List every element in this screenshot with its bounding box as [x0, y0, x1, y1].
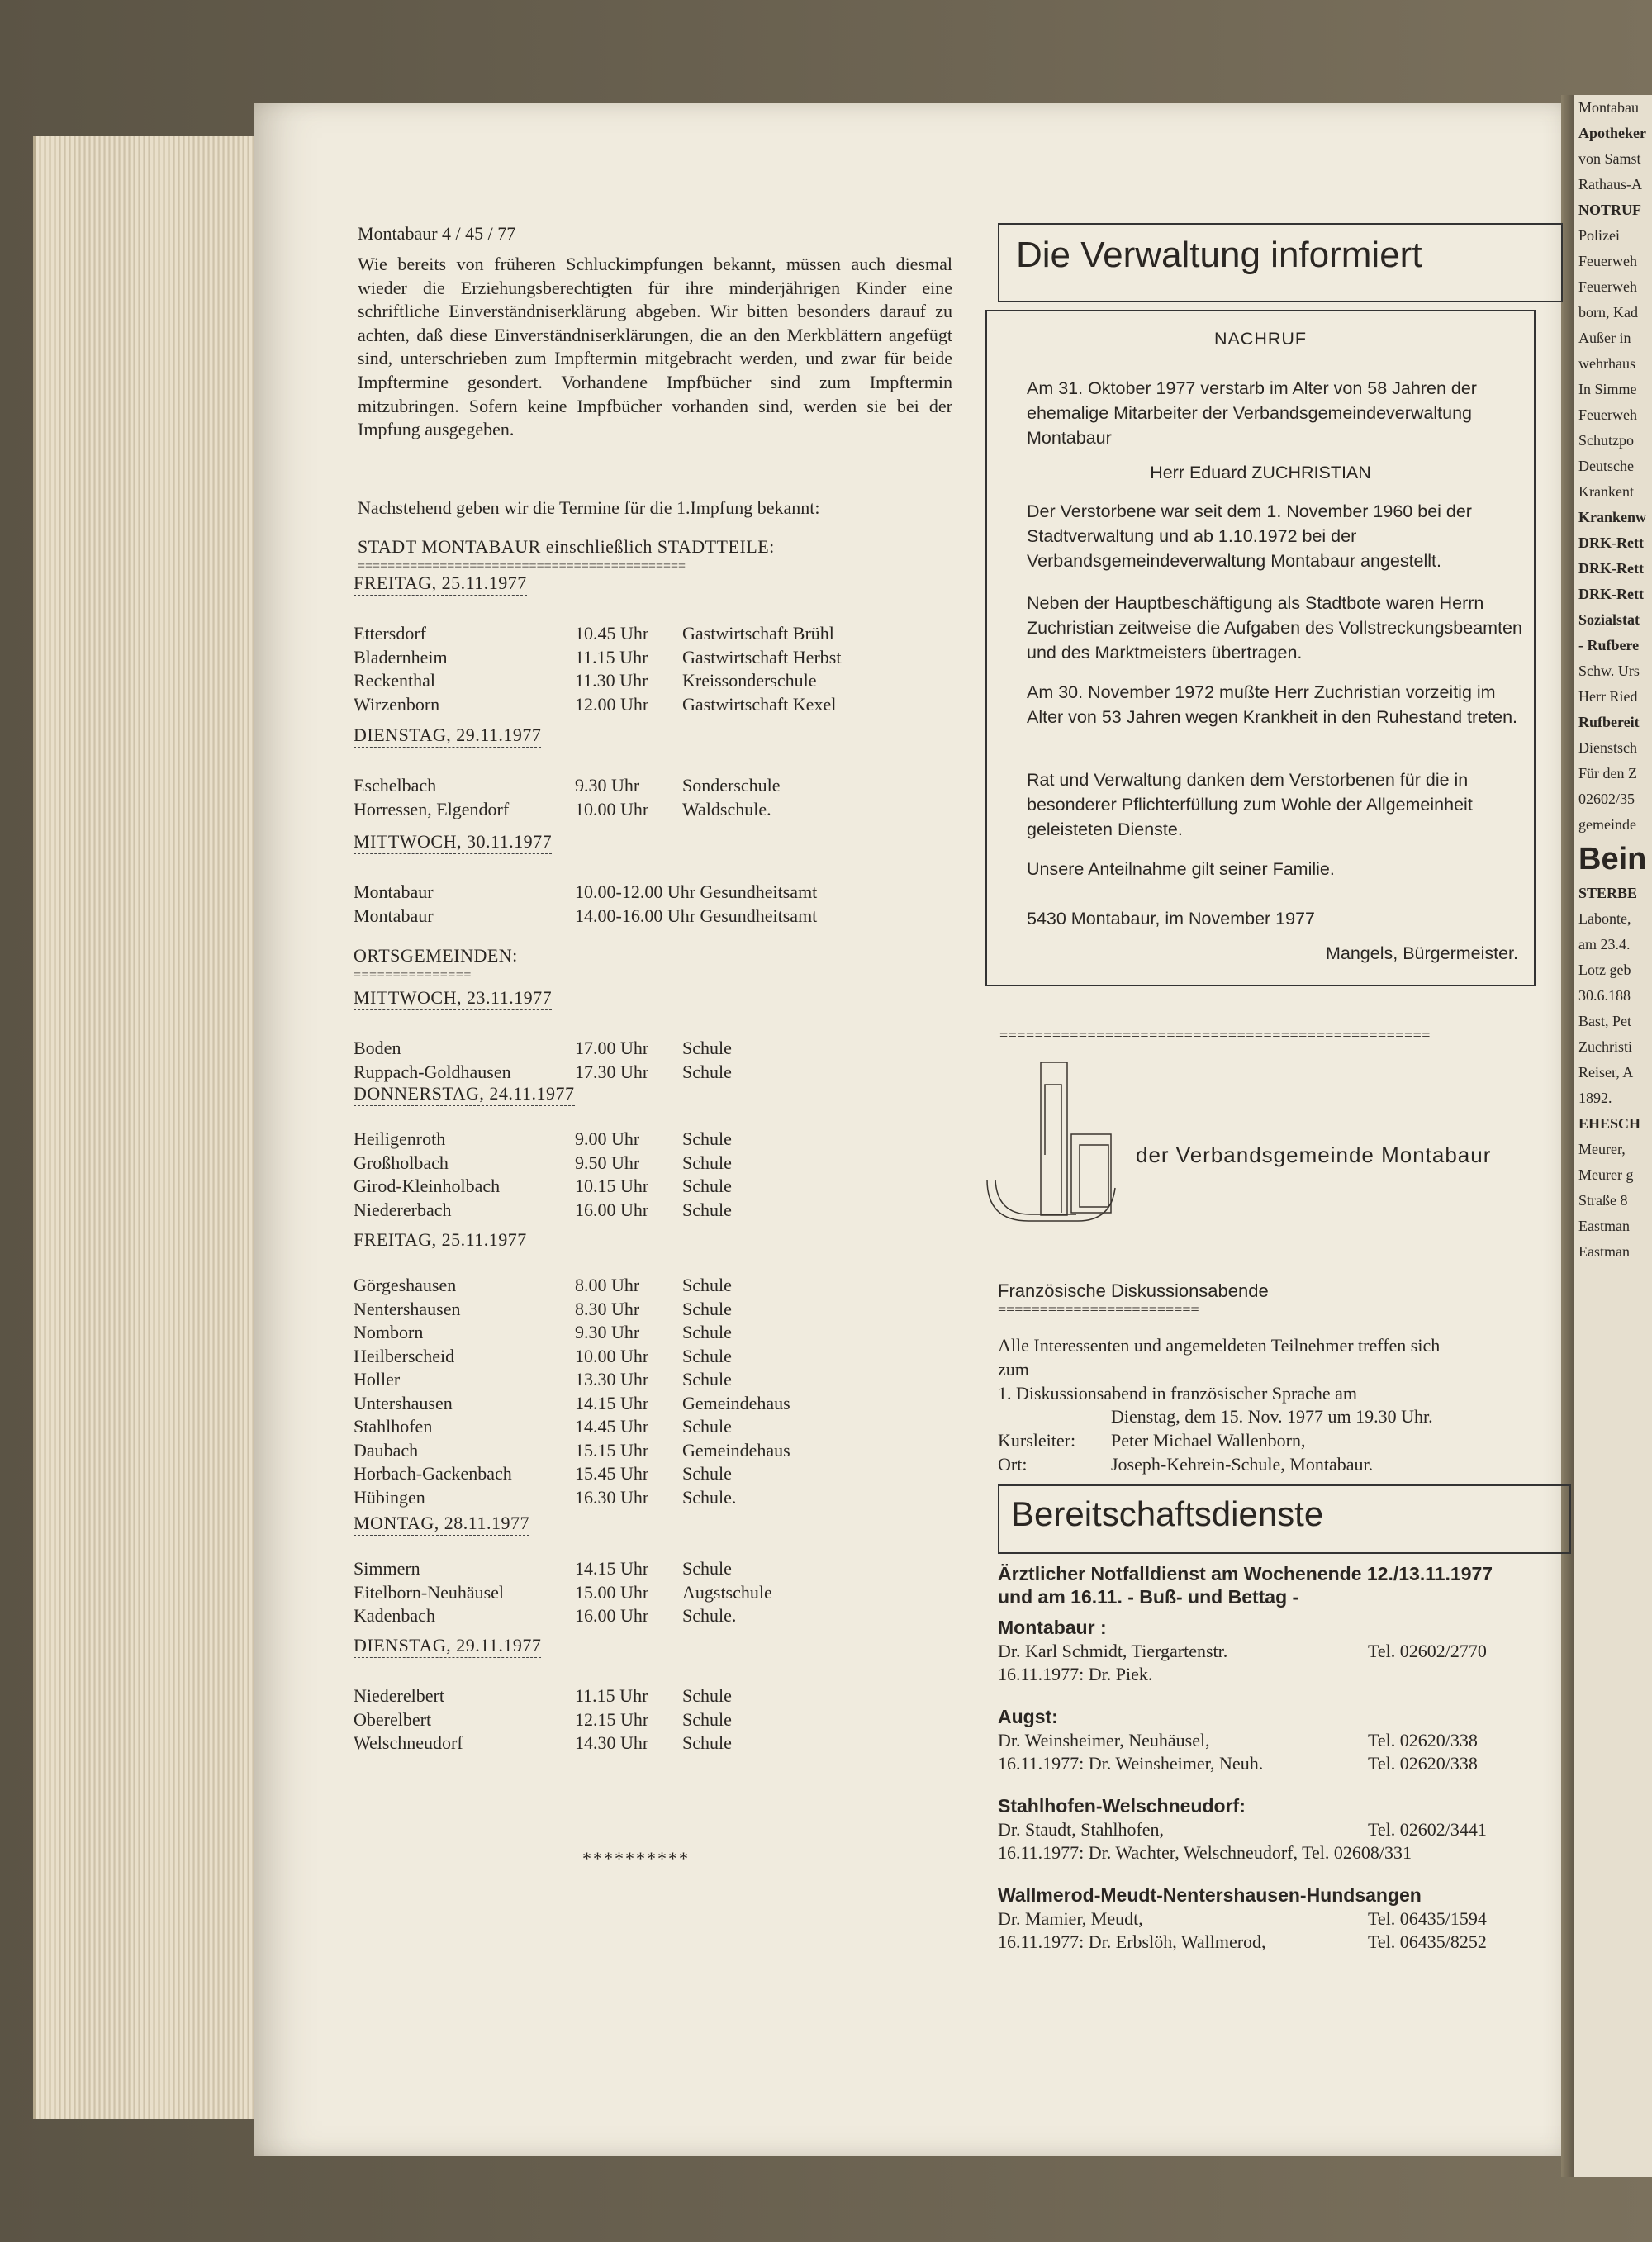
- schedule-group: [354, 724, 781, 821]
- nachruf-p5: Rat und Verwaltung danken dem Verstorbenen für die in besonderer Pflichterfüllung zum Wohle der Allgemeinheit geleisteten Dienste.: [1027, 770, 1473, 839]
- disk-line1: Alle Interessenten und angemeldeten Teilnehmer treffen sich: [998, 1335, 1441, 1356]
- schedule-venue: Schule: [682, 1558, 732, 1579]
- book-page-edges: [33, 136, 263, 2119]
- schedule-place: Girod-Kleinholbach: [354, 1176, 501, 1196]
- phone: Tel. 06435/1594: [1368, 1908, 1487, 1929]
- schedule-venue: Schule: [682, 1732, 732, 1753]
- fragment-line: DRK-Rett: [1578, 560, 1644, 577]
- notdienst-section: [998, 1793, 1568, 1864]
- schedule-row: [354, 1175, 732, 1199]
- schedule-time: 11.30 Uhr: [575, 670, 648, 691]
- schedule-day: DIENSTAG, 29.11.1977: [354, 1634, 541, 1658]
- schedule-day: DONNERSTAG, 24.11.1977: [354, 1082, 575, 1106]
- fragment-line: Schutzpo: [1578, 432, 1634, 449]
- schedule-time: 12.00 Uhr: [575, 693, 649, 715]
- fragment-line: Meurer g: [1578, 1166, 1634, 1183]
- schedule-row: [354, 1061, 732, 1085]
- schedule-day: FREITAG, 25.11.1977: [354, 1228, 527, 1252]
- disk-leader: Peter Michael Wallenborn,: [1111, 1430, 1306, 1451]
- fragment-line: Bein: [1578, 842, 1647, 876]
- notdienst-line: [998, 1818, 1568, 1841]
- end-stars: **********: [582, 1848, 690, 1869]
- schedule-place: Wirzenborn: [354, 693, 440, 715]
- nachruf-p3: Neben der Hauptbeschäftigung als Stadtbote waren Herrn Zuchristian zeitweise die Aufgaben des Vollstreckungsbeamten und des Marktmeisters übertragen.: [1027, 593, 1522, 663]
- schedule-venue: Gemeindehaus: [682, 1392, 790, 1413]
- schedule-row: [354, 1439, 790, 1463]
- fragment-line: Herr Ried: [1578, 688, 1638, 705]
- banner-verwaltung: [998, 223, 1563, 302]
- schedule-day: MONTAG, 28.11.1977: [354, 1512, 529, 1536]
- schedule-row: [354, 1152, 732, 1176]
- schedule-row: [354, 1368, 790, 1392]
- schedule-place: Heilberscheid: [354, 1345, 455, 1366]
- schedule-venue: Schule: [682, 1275, 732, 1295]
- schedule-venue: Gastwirtschaft Kexel: [682, 693, 837, 715]
- doctor: Dr. Mamier, Meudt,: [998, 1908, 1143, 1929]
- notdienst-line: [998, 1663, 1568, 1686]
- schedule-venue: Schule: [682, 1708, 732, 1730]
- doctor: 16.11.1977: Dr. Piek.: [998, 1664, 1153, 1684]
- schedule-row: [354, 646, 841, 670]
- fragment-line: Bast, Pet: [1578, 1013, 1632, 1029]
- fragment-line: Für den Z: [1578, 765, 1637, 781]
- schedule-row: [354, 1199, 732, 1223]
- schedule-row: [354, 1486, 790, 1510]
- schedule-time: 9.50 Uhr: [575, 1152, 640, 1173]
- schedule-row: [354, 693, 841, 717]
- intro-paragraph: Wie bereits von früheren Schluckimpfungen bekannt, müssen auch diesmal wieder die Erziehungsberechtigten für ihre minderjährigen Kinder eine schriftliche Einverständniserklärung abgeben. Wir bitten besonders darauf zu achten, daß diese Einverständniserklärungen, die an den Merkblättern angefügt sind, unterschrieben zum Impftermin mitgebracht werden, und zwar für beide Impftermine gesondert. Vorhandene Impfbücher sind zum Impftermin mitzubringen. Sofern keine Impfbücher vorhanden sind, werden sie bei der Impfung ausgegeben.: [358, 254, 952, 440]
- schedule-venue: Schule: [682, 1061, 732, 1082]
- schedule-time: 10.15 Uhr: [575, 1176, 649, 1196]
- schedule-time: 11.15 Uhr: [575, 646, 648, 667]
- notdienst-line: [998, 1729, 1568, 1752]
- schedule-time: 17.30 Uhr: [575, 1061, 649, 1082]
- schedule-row: [354, 1462, 790, 1486]
- fragment-line: Feuerweh: [1578, 406, 1637, 423]
- schedule-place: Eschelbach: [354, 775, 437, 796]
- next-page-fragment: [1574, 95, 1652, 2177]
- schedule-row: [354, 905, 817, 929]
- schedule-time: 16.00 Uhr: [575, 1199, 649, 1220]
- schedule-row: [354, 1321, 790, 1345]
- fragment-line: born, Kad: [1578, 304, 1638, 321]
- schedule-row: [354, 1298, 790, 1322]
- orts-rule: ===============: [354, 968, 472, 982]
- schedule-row: [354, 1557, 772, 1581]
- schedule-day: MITTWOCH, 23.11.1977: [354, 986, 552, 1010]
- fragment-line: Eastman: [1578, 1243, 1630, 1260]
- schedule-place: Horressen, Elgendorf: [354, 798, 510, 819]
- fragment-line: Reiser, A: [1578, 1064, 1634, 1081]
- schedule-place: Niedererbach: [354, 1199, 452, 1220]
- notdienst-section: [998, 1615, 1568, 1686]
- schedule-venue: Gastwirtschaft Herbst: [682, 646, 842, 667]
- schedule-row: [354, 669, 841, 693]
- doctor: 16.11.1977: Dr. Erbslöh, Wallmerod,: [998, 1931, 1266, 1952]
- fragment-line: Rufbereit: [1578, 714, 1640, 730]
- schedule-venue: Schule: [682, 1199, 732, 1220]
- fragment-line: gemeinde: [1578, 816, 1636, 833]
- schedule-row: [354, 1037, 732, 1061]
- notdienst-head2: und am 16.11. - Buß- und Bettag -: [998, 1586, 1299, 1608]
- fragment-line: Meurer,: [1578, 1141, 1626, 1157]
- bereitschaft-title: Bereitschaftsdienste: [1011, 1494, 1324, 1533]
- schedule-time: 16.00 Uhr: [575, 1605, 649, 1626]
- stadt-rule: ============================================: [358, 559, 686, 573]
- fragment-line: 30.6.188: [1578, 987, 1631, 1004]
- schedule-time: 8.00 Uhr: [575, 1275, 640, 1295]
- stadt-heading: STADT MONTABAUR einschließlich STADTTEILE:: [358, 536, 775, 557]
- schedule-row: [354, 1604, 772, 1628]
- phone: Tel. 06435/8252: [1368, 1931, 1487, 1952]
- fragment-line: Lotz geb: [1578, 962, 1631, 978]
- schedule-place: Kadenbach: [354, 1605, 435, 1626]
- fragment-line: wehrhaus: [1578, 355, 1635, 372]
- fragment-line: STERBE: [1578, 885, 1638, 901]
- schedule-place: Eitelborn-Neuhäusel: [354, 1581, 505, 1603]
- schedule-row: [354, 774, 781, 798]
- schedule-venue: Schule: [682, 1298, 732, 1319]
- fragment-line: Deutsche: [1578, 458, 1634, 474]
- schedule-time: 15.00 Uhr: [575, 1581, 649, 1603]
- schedule-time: 10.00 Uhr: [575, 798, 649, 819]
- schedule-row: [354, 1708, 732, 1732]
- notdienst-line: [998, 1752, 1568, 1775]
- schedule-place: Ruppach-Goldhausen: [354, 1061, 511, 1082]
- fragment-line: Sozialstat: [1578, 611, 1640, 628]
- section-divider: =================================================: [999, 1027, 1431, 1043]
- schedule-group: [354, 572, 841, 716]
- schedule-time: 17.00 Uhr: [575, 1038, 649, 1058]
- schedule-place: Ettersdorf: [354, 623, 426, 644]
- schedule-day: DIENSTAG, 29.11.1977: [354, 724, 541, 748]
- fragment-line: Feuerweh: [1578, 253, 1637, 269]
- nachruf-p4: Am 30. November 1972 mußte Herr Zuchristian vorzeitig im Alter von 53 Jahren wegen Krankheit in den Ruhestand treten.: [1027, 682, 1518, 727]
- schedule-group: [354, 830, 817, 928]
- fragment-line: DRK-Rett: [1578, 534, 1644, 551]
- notdienst-list: [998, 1615, 1568, 1972]
- schedule-time: 9.30 Uhr: [575, 1322, 640, 1342]
- schedule-place: Oberelbert: [354, 1708, 432, 1730]
- schedule-place: Montabaur: [354, 881, 434, 902]
- disk-line2: zum: [998, 1359, 1029, 1380]
- fragment-line: Eastman: [1578, 1218, 1630, 1234]
- schedule-time: 14.30 Uhr: [575, 1732, 649, 1753]
- schedule-time: 8.30 Uhr: [575, 1298, 640, 1319]
- schedule-time: 14.00-16.00 Uhr Gesundheitsamt: [575, 905, 818, 926]
- schedule-place: Montabaur: [354, 905, 434, 926]
- disk-venue-label: Ort:: [998, 1454, 1028, 1475]
- schedule-venue: Gemeindehaus: [682, 1439, 790, 1461]
- schedule-venue: Gastwirtschaft Brühl: [682, 623, 834, 644]
- notdienst-head1: Ärztlicher Notfalldienst am Wochenende 12./13.11.1977: [998, 1563, 1493, 1584]
- schedule-time: 10.45 Uhr: [575, 623, 649, 644]
- phone: Tel. 02602/2770: [1368, 1641, 1487, 1661]
- notdienst-section: [998, 1883, 1568, 1954]
- schedule-place: Horbach-Gackenbach: [354, 1463, 512, 1484]
- schedule-place: Bladernheim: [354, 646, 448, 667]
- schedule-venue: Schule.: [682, 1605, 737, 1626]
- nachruf-place-date: 5430 Montabaur, im November 1977: [1027, 909, 1315, 929]
- schedule-venue: Schule: [682, 1176, 732, 1196]
- fragment-line: Schw. Urs: [1578, 663, 1640, 679]
- schedule-row: [354, 622, 841, 646]
- logo-caption: der Verbandsgemeinde Montabaur: [1136, 1142, 1492, 1167]
- schedule-venue: Schule: [682, 1128, 732, 1149]
- fragment-line: 02602/35: [1578, 791, 1635, 807]
- fragment-line: DRK-Rett: [1578, 586, 1644, 602]
- schedule-time: 14.15 Uhr: [575, 1558, 649, 1579]
- announcement: Nachstehend geben wir die Termine für die 1.Impfung bekannt:: [358, 497, 820, 518]
- schedule-place: Untershausen: [354, 1392, 453, 1413]
- nachruf-title: NACHRUF: [1213, 329, 1308, 349]
- schedule-group: [354, 1228, 790, 1509]
- fragment-line: Zuchristi: [1578, 1038, 1632, 1055]
- notdienst-place: Wallmerod-Meudt-Nentershausen-Hundsangen: [998, 1884, 1422, 1906]
- doctor: Dr. Karl Schmidt, Tiergartenstr.: [998, 1641, 1228, 1661]
- schedule-time: 15.45 Uhr: [575, 1463, 649, 1484]
- notdienst-section: [998, 1704, 1568, 1775]
- schedule-time: 11.15 Uhr: [575, 1685, 648, 1706]
- schedule-time: 14.45 Uhr: [575, 1416, 649, 1437]
- fragment-line: Feuerweh: [1578, 278, 1637, 295]
- schedule-venue: Waldschule.: [682, 798, 771, 819]
- fragment-line: 1892.: [1578, 1090, 1612, 1106]
- fragment-line: Labonte,: [1578, 910, 1631, 927]
- notdienst-place: Augst:: [998, 1706, 1058, 1727]
- schedule-place: Nomborn: [354, 1322, 424, 1342]
- issue-reference: Montabaur 4 / 45 / 77: [358, 223, 516, 244]
- schedule-row: [354, 1731, 732, 1755]
- disk-line4: Dienstag, dem 15. Nov. 1977 um 19.30 Uhr.: [1111, 1406, 1433, 1427]
- verbandsgemeinde-logo: [979, 1056, 1144, 1233]
- schedule-venue: Schule: [682, 1369, 732, 1389]
- notdienst-place: Montabaur :: [998, 1617, 1107, 1638]
- schedule-place: Hübingen: [354, 1486, 425, 1508]
- schedule-place: Nentershausen: [354, 1298, 461, 1319]
- schedule-time: 9.00 Uhr: [575, 1128, 640, 1149]
- schedule-venue: Schule: [682, 1322, 732, 1342]
- fragment-line: Montabau: [1578, 99, 1639, 116]
- fragment-line: Krankenw: [1578, 509, 1647, 525]
- schedule-day: FREITAG, 25.11.1977: [354, 572, 527, 596]
- schedule-place: Görgeshausen: [354, 1275, 457, 1295]
- schedule-place: Boden: [354, 1038, 401, 1058]
- schedule-place: Daubach: [354, 1439, 419, 1461]
- nachruf-signature: Mangels, Bürgermeister.: [1325, 943, 1518, 963]
- phone: Tel. 02620/338: [1368, 1753, 1478, 1774]
- schedule-group: [354, 1634, 732, 1755]
- schedule-place: Stahlhofen: [354, 1416, 433, 1437]
- fragment-line: Krankent: [1578, 483, 1634, 500]
- schedule-group: [354, 1512, 772, 1628]
- schedule-row: [354, 1581, 772, 1605]
- phone: Tel. 02602/3441: [1368, 1819, 1487, 1840]
- nachruf-name: Herr Eduard ZUCHRISTIAN: [1150, 463, 1371, 482]
- fragment-line: Rathaus-A: [1578, 176, 1642, 192]
- schedule-row: [354, 881, 817, 905]
- schedule-time: 12.15 Uhr: [575, 1708, 649, 1730]
- banner-title: Die Verwaltung informiert: [1016, 235, 1422, 275]
- schedule-place: Welschneudorf: [354, 1732, 463, 1753]
- phone: Tel. 02620/338: [1368, 1730, 1478, 1750]
- schedule-time: 13.30 Uhr: [575, 1369, 649, 1389]
- notdienst-place: Stahlhofen-Welschneudorf:: [998, 1795, 1246, 1817]
- fragment-line: Straße 8: [1578, 1192, 1628, 1209]
- notdienst-line: [998, 1640, 1568, 1663]
- fragment-line: am 23.4.: [1578, 936, 1631, 952]
- notdienst-line: [998, 1931, 1568, 1954]
- schedule-venue: Schule: [682, 1038, 732, 1058]
- schedule-venue: Schule: [682, 1152, 732, 1173]
- banner-bereitschaft: [998, 1484, 1571, 1554]
- doctor: Dr. Staudt, Stahlhofen,: [998, 1819, 1165, 1840]
- disk-venue: Joseph-Kehrein-Schule, Montabaur.: [1111, 1454, 1374, 1475]
- nachruf-p6: Unsere Anteilnahme gilt seiner Familie.: [1027, 859, 1335, 879]
- schedule-venue: Kreissonderschule: [682, 670, 817, 691]
- nachruf-p2: Der Verstorbene war seit dem 1. November 1960 bei der Stadtverwaltung und ab 1.10.1972 bei der Verbandsgemeindeverwaltung Montabaur angestellt.: [1027, 501, 1472, 571]
- fragment-line: Außer in: [1578, 330, 1631, 346]
- fragment-line: Dienstsch: [1578, 739, 1637, 756]
- schedule-time: 10.00 Uhr: [575, 1345, 649, 1366]
- schedule-place: Holler: [354, 1369, 401, 1389]
- schedule-time: 9.30 Uhr: [575, 775, 640, 796]
- schedule-row: [354, 1684, 732, 1708]
- schedule-place: Reckenthal: [354, 670, 435, 691]
- fragment-line: - Rufbere: [1578, 637, 1640, 653]
- doctor: 16.11.1977: Dr. Weinsheimer, Neuh.: [998, 1753, 1264, 1774]
- nachruf-box: [985, 310, 1536, 986]
- schedule-time: 10.00-12.00 Uhr Gesundheitsamt: [575, 881, 818, 902]
- schedule-group: [354, 1082, 732, 1222]
- notdienst-line: [998, 1907, 1568, 1931]
- fragment-line: EHESCH: [1578, 1115, 1641, 1132]
- schedule-row: [354, 1415, 790, 1439]
- orts-heading: ORTSGEMEINDEN:: [354, 945, 518, 966]
- schedule-venue: Schule: [682, 1345, 732, 1366]
- notdienst-line: [998, 1841, 1568, 1864]
- disk-rule: ========================: [998, 1301, 1199, 1318]
- schedule-place: Niederelbert: [354, 1685, 444, 1706]
- fragment-line: Polizei: [1578, 227, 1620, 244]
- schedule-venue: Schule: [682, 1463, 732, 1484]
- fragment-line: von Samst: [1578, 150, 1641, 167]
- schedule-time: 14.15 Uhr: [575, 1392, 649, 1413]
- schedule-venue: Augstschule: [682, 1581, 772, 1603]
- disk-leader-label: Kursleiter:: [998, 1430, 1076, 1451]
- fragment-line: Apotheker: [1578, 125, 1646, 141]
- schedule-venue: Schule: [682, 1685, 732, 1706]
- doctor: 16.11.1977: Dr. Wachter, Welschneudorf, Tel. 02608/331: [998, 1842, 1412, 1863]
- disk-line3: 1. Diskussionsabend in französischer Sprache am: [998, 1383, 1358, 1404]
- schedule-row: [354, 1345, 790, 1369]
- schedule-place: Heiligenroth: [354, 1128, 446, 1149]
- doctor: Dr. Weinsheimer, Neuhäusel,: [998, 1730, 1210, 1750]
- schedule-row: [354, 798, 781, 822]
- schedule-day: MITTWOCH, 30.11.1977: [354, 830, 552, 854]
- schedule-time: 16.30 Uhr: [575, 1486, 649, 1508]
- schedule-venue: Schule: [682, 1416, 732, 1437]
- schedule-time: 15.15 Uhr: [575, 1439, 649, 1461]
- schedule-row: [354, 1128, 732, 1152]
- schedule-venue: Schule.: [682, 1486, 737, 1508]
- schedule-venue: Sonderschule: [682, 775, 781, 796]
- schedule-place: Simmern: [354, 1558, 420, 1579]
- nachruf-p1: Am 31. Oktober 1977 verstarb im Alter von 58 Jahren der ehemalige Mitarbeiter der Verbandsgemeindeverwaltung Montabaur: [1027, 378, 1477, 448]
- schedule-group: [354, 986, 732, 1084]
- schedule-row: [354, 1392, 790, 1416]
- disk-title: Französische Diskussionsabende: [998, 1280, 1269, 1301]
- fragment-line: In Simme: [1578, 381, 1637, 397]
- schedule-place: Großholbach: [354, 1152, 449, 1173]
- schedule-row: [354, 1274, 790, 1298]
- fragment-line: NOTRUF: [1578, 202, 1641, 218]
